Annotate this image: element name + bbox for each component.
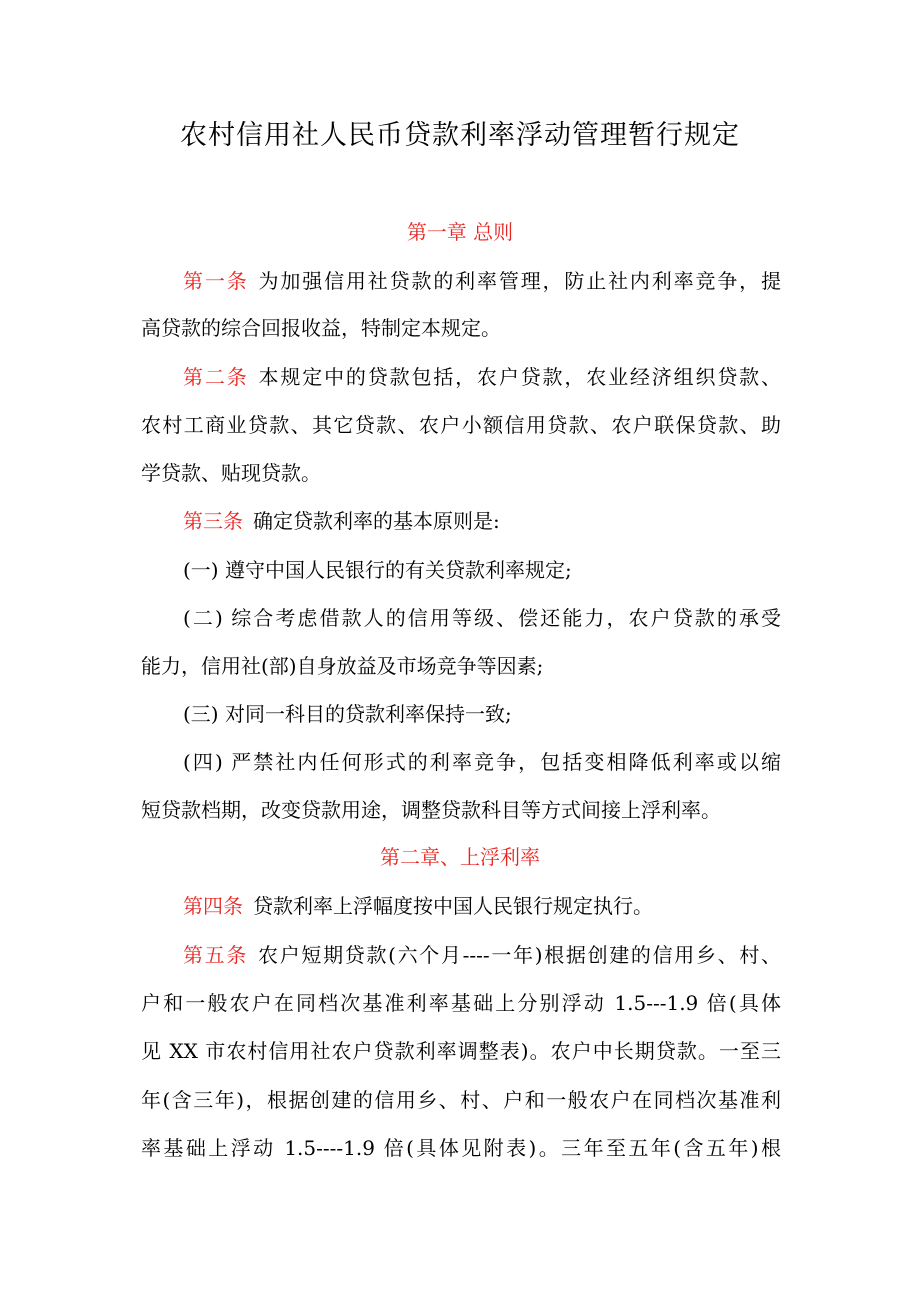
article-2-line-3: 学贷款、贴现贷款。 bbox=[141, 461, 321, 485]
chapter-heading-2: 第二章、上浮利率 bbox=[380, 845, 540, 869]
article-label-2: 第二条 bbox=[183, 365, 249, 389]
article-2-text-1: 本规定中的贷款包括，农户贷款，农业经济组织贷款、 bbox=[258, 365, 782, 389]
article-5-line-2: 户和一般农户在同档次基准利率基础上分别浮动 1.5---1.9 倍(具体 bbox=[141, 991, 781, 1015]
article-4-line-1 bbox=[183, 891, 781, 921]
article-2-line-2: 农村工商业贷款、其它贷款、农户小额信用贷款、农户联保贷款、助 bbox=[141, 413, 781, 437]
article-5-line-5: 率基础上浮动 1.5----1.9 倍(具体见附表)。三年至五年(含五年)根 bbox=[141, 1136, 781, 1160]
principle-4-line-1: (四) 严禁社内任何形式的利率竞争，包括变相降低利率或以缩 bbox=[183, 750, 781, 774]
document-title: 农村信用社人民币贷款利率浮动管理暂行规定 bbox=[180, 120, 740, 151]
article-label-3: 第三条 bbox=[183, 509, 243, 533]
principle-1-line-1: (一) 遵守中国人民银行的有关贷款利率规定; bbox=[183, 558, 572, 582]
article-5-line-4: 年(含三年)，根据创建的信用乡、村、户和一般农户在同档次基准利 bbox=[141, 1088, 781, 1112]
chapter-heading-1: 第一章 总则 bbox=[406, 220, 514, 244]
article-5-line-1 bbox=[183, 940, 781, 970]
article-3-text-1: 确定贷款利率的基本原则是: bbox=[253, 509, 500, 533]
article-label-4: 第四条 bbox=[183, 894, 243, 918]
article-label-1: 第一条 bbox=[183, 269, 249, 293]
article-label-5: 第五条 bbox=[183, 943, 249, 967]
article-1-line-1 bbox=[183, 266, 781, 296]
principle-2-line-1: (二) 综合考虑借款人的信用等级、偿还能力，农户贷款的承受 bbox=[183, 606, 781, 630]
article-1-text-1: 为加强信用社贷款的利率管理，防止社内利率竞争，提 bbox=[258, 269, 782, 293]
article-4-text-1: 贷款利率上浮幅度按中国人民银行规定执行。 bbox=[253, 894, 653, 918]
principle-2-line-2: 能力，信用社(部)自身放益及市场竞争等因素; bbox=[141, 654, 544, 678]
principle-3-line-1: (三) 对同一科目的贷款利率保持一致; bbox=[183, 702, 512, 726]
article-3-line-1 bbox=[183, 506, 781, 536]
article-1-line-2: 高贷款的综合回报收益，特制定本规定。 bbox=[141, 316, 501, 340]
principle-4-line-2: 短贷款档期，改变贷款用途，调整贷款科目等方式间接上浮利率。 bbox=[141, 798, 721, 822]
article-5-text-1: 农户短期贷款(六个月----一年)根据创建的信用乡、村、 bbox=[258, 943, 782, 967]
article-2-line-1 bbox=[183, 362, 781, 392]
article-5-line-3: 见 XX 市农村信用社农户贷款利率调整表)。农户中长期贷款。一至三 bbox=[141, 1039, 781, 1063]
